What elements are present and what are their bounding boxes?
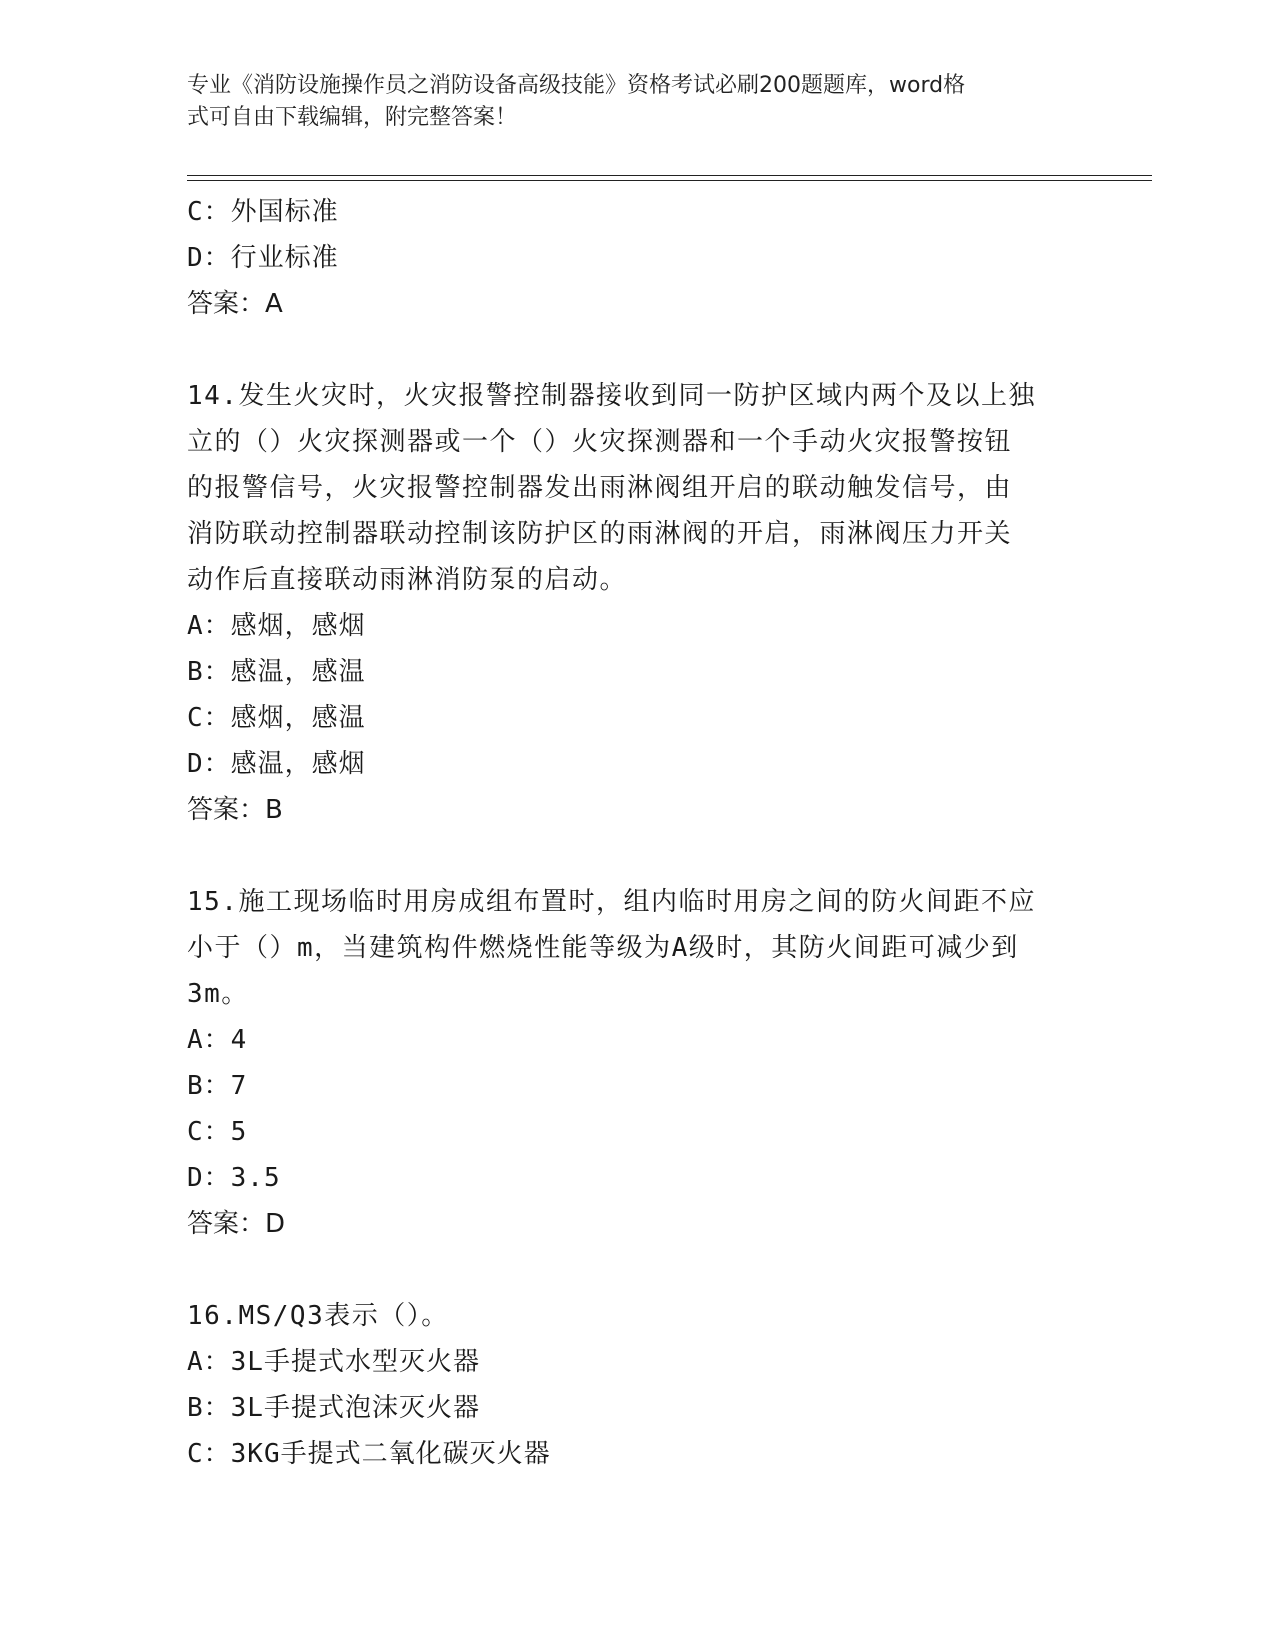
- question-line: 3m。: [187, 979, 249, 1009]
- question-text: [187, 1293, 1087, 1339]
- question-line: 小于（）m，当建筑构件燃烧性能等级为A级时，其防火间距可减少到: [187, 933, 1019, 963]
- question-line: 15.施工现场临时用房成组布置时，组内临时用房之间的防火间距不应: [187, 887, 1036, 917]
- option-c: C：5: [187, 1117, 248, 1147]
- document-header: [187, 70, 1087, 134]
- question-line: 16.MS/Q3表示（）。: [187, 1301, 449, 1331]
- option-d: D：感温，感烟: [187, 749, 366, 779]
- spacer: [187, 833, 1087, 879]
- header-line-1: 专业《消防设施操作员之消防设备高级技能》资格考试必刷200题题库，word格: [187, 73, 966, 98]
- answer-line: 答案：B: [187, 795, 283, 825]
- option-b: B：3L手提式泡沫灭火器: [187, 1393, 480, 1423]
- option-a: A：3L手提式水型灭火器: [187, 1347, 480, 1377]
- previous-question-tail: [187, 189, 1087, 327]
- question-16: [187, 1293, 1087, 1477]
- option-b: B：感温，感温: [187, 657, 366, 687]
- question-text: [187, 879, 1087, 1017]
- spacer: [187, 1247, 1087, 1293]
- header-line-2: 式可自由下载编辑，附完整答案！: [187, 105, 518, 130]
- question-line: 消防联动控制器联动控制该防护区的雨淋阀的开启，雨淋阀压力开关: [187, 519, 1013, 549]
- question-line: 立的（）火灾探测器或一个（）火灾探测器和一个手动火灾报警按钮: [187, 427, 1013, 457]
- question-line: 的报警信号，火灾报警控制器发出雨淋阀组开启的联动触发信号，由: [187, 473, 1013, 503]
- question-line: 14.发生火灾时，火灾报警控制器接收到同一防护区域内两个及以上独: [187, 381, 1036, 411]
- option-a: A：感烟，感烟: [187, 611, 366, 641]
- option-c: C：感烟，感温: [187, 703, 366, 733]
- question-14: [187, 373, 1087, 833]
- header-divider-top: [187, 175, 1152, 176]
- spacer: [187, 327, 1087, 373]
- answer-line: 答案：D: [187, 1209, 286, 1239]
- option-a: A：4: [187, 1025, 248, 1055]
- option-d: D：3.5: [187, 1163, 281, 1193]
- question-text: [187, 373, 1087, 603]
- question-15: [187, 879, 1087, 1247]
- answer-line: 答案：A: [187, 289, 283, 319]
- question-line: 动作后直接联动雨淋消防泵的启动。: [187, 565, 628, 595]
- option-d: D：行业标准: [187, 243, 339, 273]
- option-c: C：3KG手提式二氧化碳灭火器: [187, 1439, 551, 1469]
- option-c: C：外国标准: [187, 197, 339, 227]
- option-b: B：7: [187, 1071, 248, 1101]
- question-content: [187, 189, 1087, 1477]
- header-divider-bottom: [187, 180, 1152, 181]
